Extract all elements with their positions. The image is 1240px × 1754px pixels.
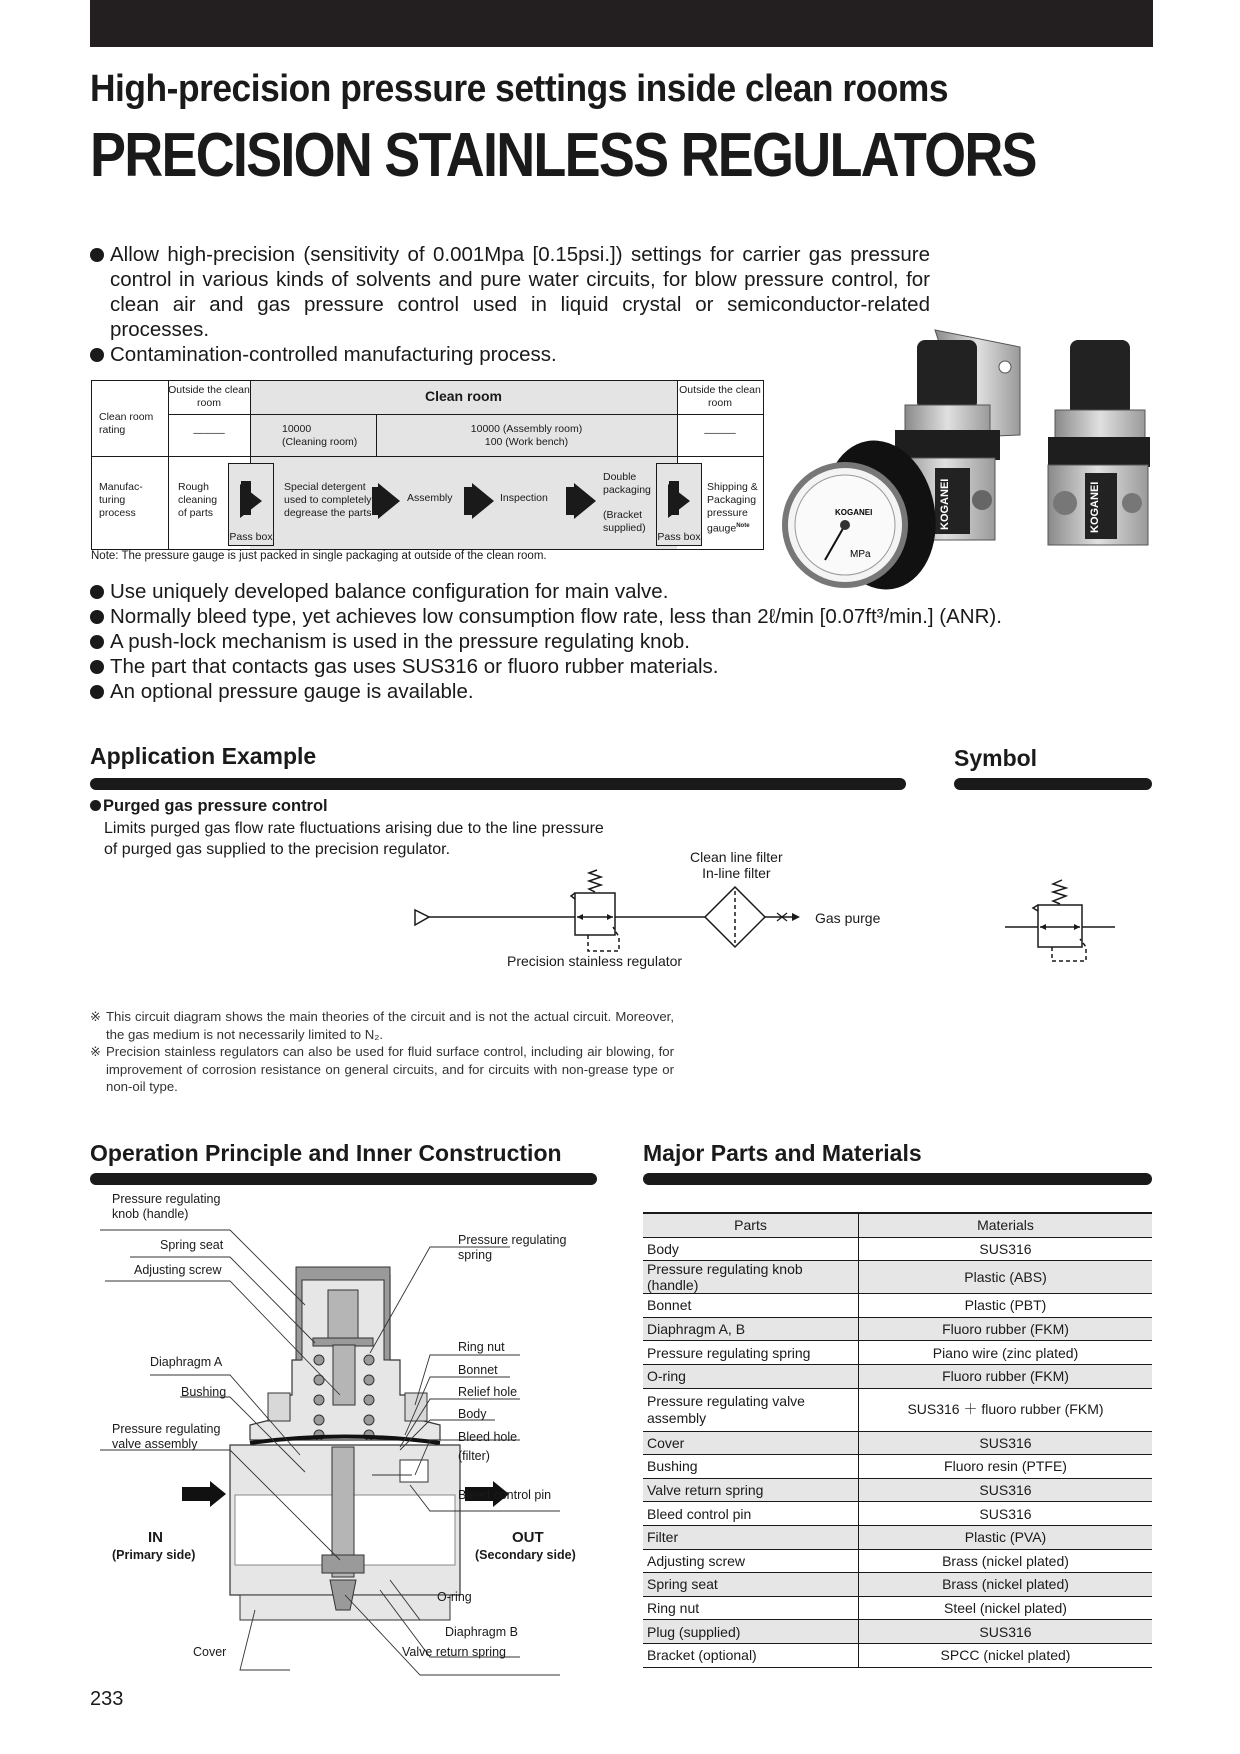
bullet-icon (90, 800, 101, 811)
step-inspection: Inspection (500, 492, 548, 504)
part-cell: Pressure regulating knob (handle) (643, 1261, 859, 1294)
section-bar (90, 778, 906, 790)
material-cell: SPCC (nickel plated) (859, 1643, 1153, 1667)
part-cell: Ring nut (643, 1596, 859, 1620)
material-cell: SUS316 (859, 1502, 1153, 1526)
filter-label: Clean line filter In-line filter (690, 849, 783, 881)
outside-left-header: Outside the clean room (168, 384, 250, 409)
page-number: 233 (90, 1688, 124, 1710)
svg-text:MPa: MPa (850, 549, 871, 560)
part-cell: Body (643, 1237, 859, 1261)
step-rough-cleaning: Rough cleaning of parts (178, 481, 218, 519)
feature-list-bottom (90, 579, 1150, 704)
material-cell: SUS316 (859, 1478, 1153, 1502)
adjusting-screw (328, 1290, 358, 1345)
table-row (643, 1455, 1152, 1479)
table-row (643, 1643, 1152, 1667)
pass-box-left: Pass box (228, 463, 274, 546)
column-header: Parts (643, 1213, 859, 1237)
part-cell: Diaphragm A, B (643, 1317, 859, 1341)
clean-room-header: Clean room (424, 388, 502, 404)
step-double-packaging: Double packaging (603, 471, 651, 496)
table-row (643, 1261, 1152, 1294)
part-cell: Spring seat (643, 1573, 859, 1597)
label-relief-hole: Relief hole (458, 1385, 518, 1399)
table-row (643, 1431, 1152, 1455)
remark-item: ※ This circuit diagram shows the main theories of the circuit and is not the actual circuit. Moreover, the gas medium is not necessarily limited to N₂. (90, 1009, 674, 1042)
part-cell: Adjusting screw (643, 1549, 859, 1573)
rating-assembly-room: 10000 (Assembly room) 100 (Work bench) (470, 423, 583, 448)
label-body: Body (458, 1407, 487, 1421)
outside-right-header: Outside the clean room (679, 384, 761, 409)
process-note: Note: The pressure gauge is just packed in single packaging at outside of the clean room. (91, 550, 547, 562)
table-row (643, 1388, 1152, 1431)
pass-box-right: Pass box (656, 463, 702, 546)
knob-icon (1070, 340, 1130, 420)
outside-right-rating: ——— (704, 427, 736, 439)
material-cell: Fluoro rubber (FKM) (859, 1317, 1153, 1341)
material-cell: SUS316 ＋ fluoro rubber (FKM) (859, 1388, 1153, 1431)
label-valve-return-spring: Valve return spring (402, 1645, 506, 1659)
table-row (643, 1525, 1152, 1549)
feature-item: Allow high-precision (sensitivity of 0.001Mpa [0.15psi.]) settings for carrier gas pressure control in various kinds of solvents and pure water circuits, for blow pressure control, for clean air and gas pressure control used in liquid crystal or semiconductor-related processes. (90, 242, 930, 342)
table-row (643, 1549, 1152, 1573)
section-bar (643, 1173, 1152, 1185)
regulator-symbol (575, 893, 615, 935)
operation-heading: Operation Principle and Inner Construction (90, 1140, 562, 1166)
part-cell: Cover (643, 1431, 859, 1455)
label-diaphragm-a: Diaphragm A (150, 1355, 223, 1369)
header-bar (90, 0, 1153, 47)
page-title: PRECISION STAINLESS REGULATORS (90, 121, 1036, 190)
material-cell: Plastic (PVA) (859, 1525, 1153, 1549)
feature-item: Normally bleed type, yet achieves low consumption flow rate, less than 2ℓ/min [0.07ft³/min.] (ANR). (90, 604, 1150, 629)
label-knob: Pressure regulating knob (handle) (112, 1192, 221, 1221)
step-assembly: Assembly (407, 492, 453, 504)
part-cell: Valve return spring (643, 1478, 859, 1502)
label-ring-nut: Ring nut (458, 1340, 505, 1354)
regulator-label: Precision stainless regulator (507, 953, 683, 969)
application-heading: Application Example (90, 743, 317, 769)
part-cell: Bleed control pin (643, 1502, 859, 1526)
table-row (643, 1596, 1152, 1620)
filter-symbol (705, 887, 765, 947)
label-out: OUT (512, 1529, 544, 1546)
feature-item: Use uniquely developed balance configuration for main valve. (90, 579, 1150, 604)
spring-icon (589, 870, 601, 892)
label-in-sub: (Primary side) (112, 1548, 196, 1562)
section-bar (954, 778, 1152, 790)
part-cell: Pressure regulating spring (643, 1341, 859, 1365)
gas-purge-label: Gas purge (815, 910, 881, 926)
part-cell: Bracket (optional) (643, 1643, 859, 1667)
page-subtitle: High-precision pressure settings inside clean rooms (90, 68, 949, 110)
application-item-title: Purged gas pressure control (90, 797, 328, 816)
part-cell: Bushing (643, 1455, 859, 1479)
label-bonnet: Bonnet (458, 1363, 498, 1377)
table-row (643, 1573, 1152, 1597)
regulator-symbol (1000, 865, 1120, 965)
table-row (643, 1294, 1152, 1318)
part-cell: O-ring (643, 1364, 859, 1388)
material-cell: Plastic (PBT) (859, 1294, 1153, 1318)
materials-heading: Major Parts and Materials (643, 1140, 922, 1166)
material-cell: SUS316 (859, 1237, 1153, 1261)
material-cell: Brass (nickel plated) (859, 1573, 1153, 1597)
svg-text:KOGANEI: KOGANEI (939, 478, 951, 530)
outside-left-rating: ——— (193, 427, 225, 439)
symbol-heading: Symbol (954, 745, 1038, 771)
exhaust-arrow-icon (792, 913, 800, 921)
feature-item: An optional pressure gauge is available. (90, 679, 1150, 704)
material-cell: Steel (nickel plated) (859, 1596, 1153, 1620)
manufacturing-process-label: Manufac- turing process (99, 481, 143, 519)
label-cover: Cover (193, 1645, 227, 1659)
label-bushing: Bushing (181, 1385, 227, 1399)
material-cell: Brass (nickel plated) (859, 1549, 1153, 1573)
label-diaphragm-b: Diaphragm B (445, 1625, 518, 1639)
label-valve-assembly: Pressure regulating valve assembly (112, 1422, 221, 1451)
table-row (643, 1237, 1152, 1261)
process-arrow (574, 483, 596, 519)
table-row (643, 1341, 1152, 1365)
feature-item: Contamination-controlled manufacturing process. (90, 342, 930, 367)
table-row (643, 1478, 1152, 1502)
feature-item: The part that contacts gas uses SUS316 or fluoro rubber materials. (90, 654, 1150, 679)
svg-text:KOGANEI: KOGANEI (1089, 481, 1101, 533)
svg-text:KOGANEI: KOGANEI (835, 508, 873, 517)
column-header: Materials (859, 1213, 1153, 1237)
label-reg-spring: Pressure regulating spring (458, 1233, 567, 1262)
label-out-sub: (Secondary side) (475, 1548, 576, 1562)
part-cell: Bonnet (643, 1294, 859, 1318)
knob-icon (917, 340, 977, 410)
material-cell: Fluoro rubber (FKM) (859, 1364, 1153, 1388)
spring-icon (1053, 880, 1066, 904)
table-header-row (643, 1213, 1152, 1237)
label-adjusting-screw: Adjusting screw (134, 1263, 222, 1277)
process-table (91, 380, 764, 550)
remark-item: ※ Precision stainless regulators can also be used for fluid surface control, including air blowing, for improvement of corrosion resistance on general circuits, and for circuits with non-grease type or non-oil type. (90, 1044, 674, 1094)
label-bleed-pin: Bleed control pin (458, 1488, 552, 1502)
clean-room-rating-label: Clean room rating (99, 411, 154, 436)
section-bar (90, 1173, 597, 1185)
feature-item: A push-lock mechanism is used in the pressure regulating knob. (90, 629, 1150, 654)
product-photo (780, 325, 1170, 595)
material-cell: Plastic (ABS) (859, 1261, 1153, 1294)
label-o-ring: O-ring (437, 1590, 472, 1604)
label-bleed-hole: Bleed hole (filter) (458, 1430, 518, 1463)
label-spring-seat: Spring seat (160, 1238, 224, 1252)
part-cell: Filter (643, 1525, 859, 1549)
application-item-desc: Limits purged gas flow rate fluctuations arising due to the line pressure of purged gas supplied to the precision regulator. (104, 820, 604, 858)
in-arrow-icon (210, 1481, 226, 1507)
remarks (90, 1008, 674, 1096)
table-row (643, 1364, 1152, 1388)
step-shipping: Shipping & Packaging pressure gauge$^{Note}$ (707, 481, 758, 535)
table-row (643, 1317, 1152, 1341)
material-cell: SUS316 (859, 1431, 1153, 1455)
part-cell: Plug (supplied) (643, 1620, 859, 1644)
label-in: IN (148, 1529, 163, 1546)
material-cell: Piano wire (zinc plated) (859, 1341, 1153, 1365)
table-row (643, 1502, 1152, 1526)
process-arrow (472, 483, 494, 519)
step-bracket-supplied: (Bracket supplied) (603, 509, 646, 534)
materials-table (643, 1212, 1152, 1668)
part-cell: Pressure regulating valve assembly (643, 1388, 859, 1431)
source-triangle-icon (415, 910, 429, 925)
material-cell: Fluoro resin (PTFE) (859, 1455, 1153, 1479)
rating-cleaning-room: 10000 (Cleaning room) (282, 423, 358, 448)
step-degrease: Special detergent used to completely degrease the parts (284, 481, 372, 519)
material-cell: SUS316 (859, 1620, 1153, 1644)
table-row (643, 1620, 1152, 1644)
